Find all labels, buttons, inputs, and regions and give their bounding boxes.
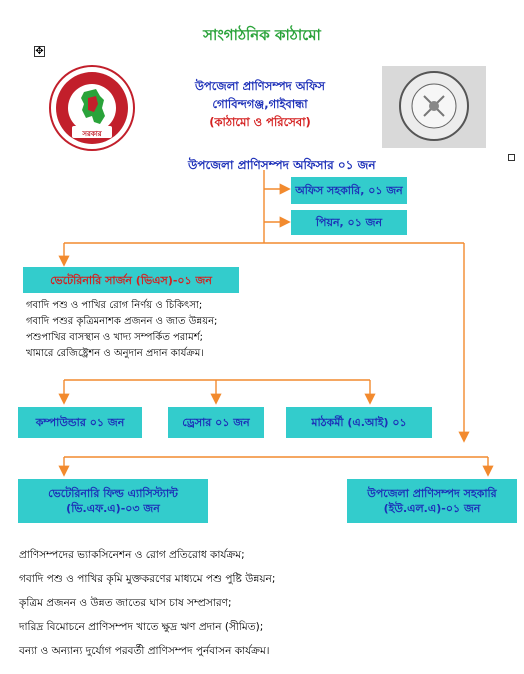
upazila-assistant-count: (ইউ.এল.এ)-০১ জন: [383, 502, 481, 515]
compounder-box: কম্পাউন্ডার ০১ জন: [18, 407, 142, 438]
service-item: প্রাণিসম্পদের ভ্যাকসিনেশন ও রোগ প্রতিরোধ কার্যক্রম;: [19, 549, 245, 561]
service-item: কৃত্রিম প্রজনন ও উন্নত জাতের ঘাস চাষ সম্প্রসারণ;: [19, 597, 232, 609]
office-name: উপজেলা প্রাণিসম্পদ অফিস: [195, 79, 325, 93]
upazila-assistant-box: [347, 479, 517, 523]
office-subtitle: (কাঠামো ও পরিসেবা): [209, 115, 311, 129]
dresser-box: ড্রেসার ০১ জন: [168, 407, 264, 438]
chart-title: সাংগাঠনিক কাঠামো: [203, 26, 321, 44]
field-assistant-count: (ভি.এফ.এ)-০৩ জন: [66, 502, 160, 515]
vet-surgeon-box: ভেটেরিনারি সার্জন (ভিএস)-০১ জন: [23, 267, 239, 293]
field-assistant-title: ভেটেরিনারি ফিল্ড এ্যাসিস্ট্যান্ট: [48, 487, 178, 500]
field-worker-box: মাঠকর্মী (এ.আই) ০১: [286, 407, 432, 438]
duty-item: খামারে রেজিষ্ট্রেশন ও অনুদান প্রদান কার্যক্রম।: [26, 348, 204, 359]
vet-surgeon-duties: [26, 298, 217, 362]
field-assistant-box: [18, 479, 208, 523]
service-item: দারিদ্র বিমোচনে প্রাণিসম্পদ খাতে ক্ষুদ্র ঋণ প্রদান (সীমিত);: [19, 621, 264, 633]
office-location: গোবিন্দগঞ্জ,গাইবান্ধা: [212, 97, 308, 111]
duty-item: পশুপাখির বাসস্থান ও খাদ্য সম্পর্কিত পরামর্শ;: [26, 332, 204, 343]
service-item: বন্যা ও অন্যান্য দুর্যোগ পরবর্তী প্রাণিসম্পদ পুর্নবাসন কার্যক্রম।: [19, 645, 270, 657]
duty-item: গবাদি পশু ও পাখির রোগ নির্ণয় ও চিকিৎসা;: [26, 300, 203, 311]
office-assistant-box: অফিস সহকারি, ০১ জন: [291, 177, 407, 204]
move-handle-icon[interactable]: ✥: [35, 46, 44, 57]
peon-box: পিয়ন, ০১ জন: [291, 210, 407, 235]
duty-item: গবাদি পশুর কৃত্রিমনাশক প্রজনন ও জাত উন্নয়ন;: [26, 316, 218, 327]
upazila-assistant-title: উপজেলা প্রাণিসম্পদ সহকারি: [367, 487, 497, 500]
service-item: গবাদি পশু ও পাখির কৃমি মুক্তকরণের মাধ্যমে পশু পুষ্টি উন্নয়ন;: [19, 573, 276, 585]
services-list: [19, 543, 275, 663]
govt-seal-label: সরকার: [82, 130, 102, 138]
head-officer: উপজেলা প্রাণিসম্পদ অফিসার ০১ জন: [188, 158, 376, 172]
